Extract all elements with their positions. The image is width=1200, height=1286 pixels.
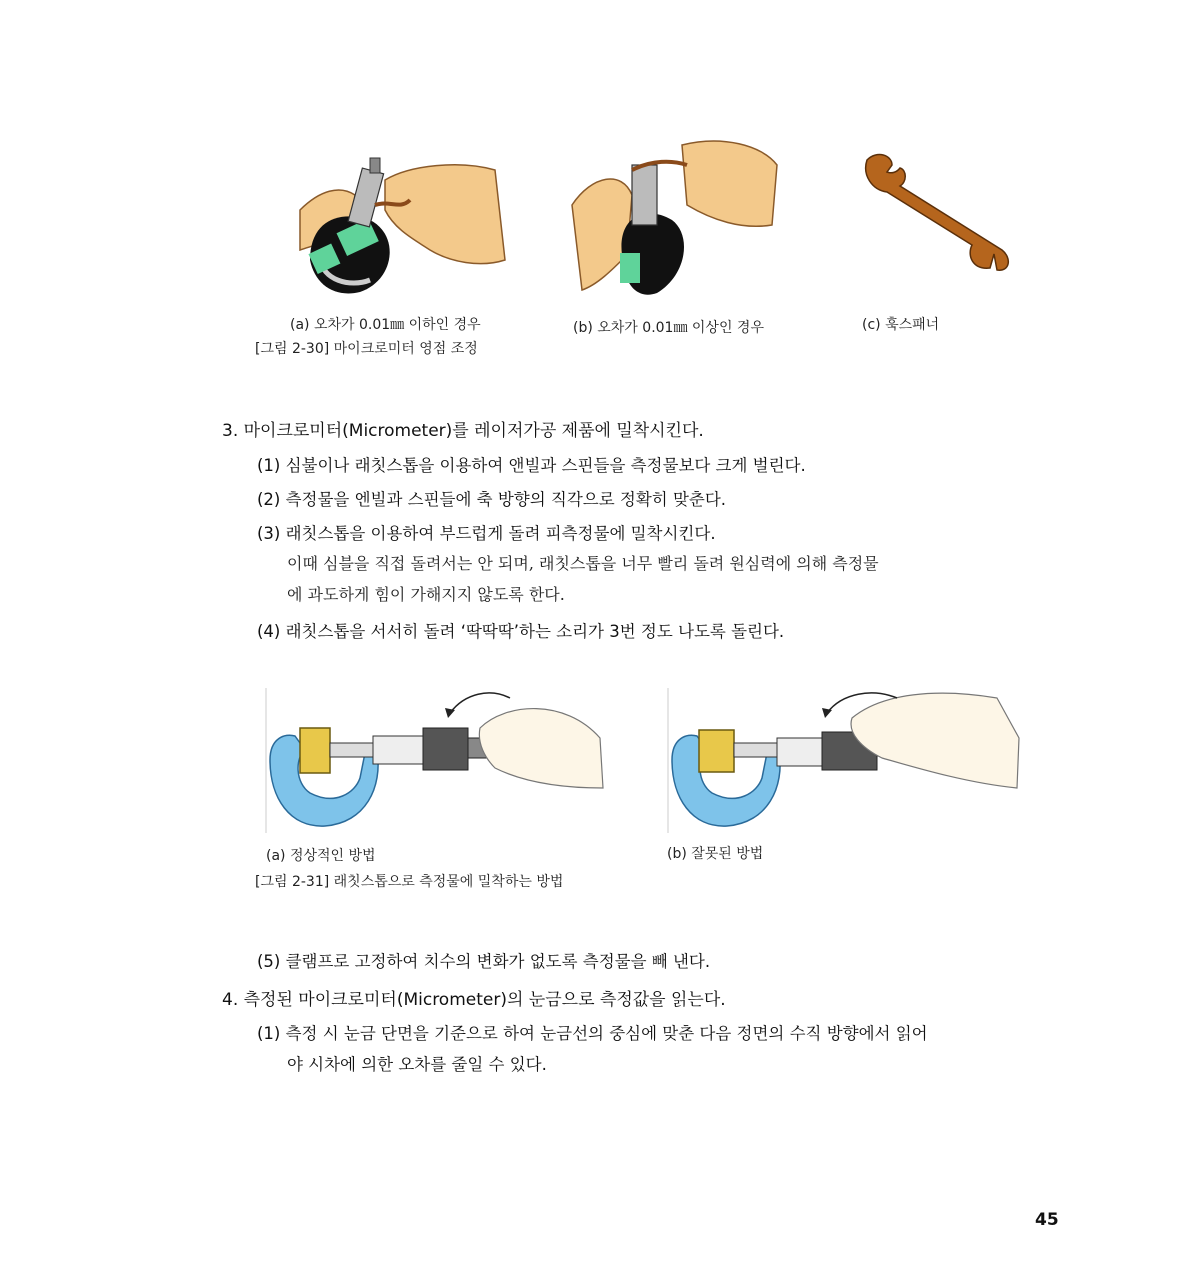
step-3-heading: 3. 마이크로미터(Micrometer)를 레이저가공 제품에 밀착시킨다.	[222, 421, 704, 441]
figure-2-31-title: [그림 2-31] 래칫스톱으로 측정물에 밀착하는 방법	[255, 874, 564, 890]
step-3-note-line-2: 에 과도하게 힘이 가해지지 않도록 한다.	[287, 585, 565, 604]
figure-2-31b-illustration	[667, 688, 1022, 833]
step-3-item-5: (5) 클램프로 고정하여 치수의 변화가 없도록 측정물을 빼 낸다.	[257, 952, 711, 971]
step-3-item-1: (1) 심불이나 래칫스톱을 이용하여 앤빌과 스핀들을 측정물보다 크게 벌린다.	[257, 456, 806, 475]
step-3-item-3: (3) 래칫스톱을 이용하여 부드럽게 돌려 피측정물에 밀착시킨다.	[257, 524, 716, 543]
figure-2-30a-caption: (a) 오차가 0.01㎜ 이하인 경우	[290, 317, 481, 333]
figure-2-30a-illustration	[300, 150, 510, 300]
step-4-heading: 4. 측정된 마이크로미터(Micrometer)의 눈금으로 측정값을 읽는다.	[222, 990, 726, 1010]
step-3-note-line-1: 이때 심블을 직접 돌려서는 안 되며, 래칫스톱을 너무 빨리 돌려 원심력에 의해 측정물	[287, 554, 879, 573]
figure-2-30b-caption: (b) 오차가 0.01㎜ 이상인 경우	[573, 320, 764, 336]
figure-2-31a-illustration	[265, 688, 605, 833]
page-number: 45	[1035, 1210, 1059, 1230]
hook-spanner-illustration	[862, 150, 1012, 275]
figure-2-30b-illustration	[572, 135, 782, 305]
step-3-item-2: (2) 측정물을 엔빌과 스핀들에 축 방향의 직각으로 정확히 맞춘다.	[257, 490, 727, 509]
step-4-item-1-line-2: 야 시차에 의한 오차를 줄일 수 있다.	[287, 1055, 547, 1074]
figure-2-30-title: [그림 2-30] 마이크로미터 영점 조정	[255, 341, 478, 357]
step-3-item-4: (4) 래칫스톱을 서서히 돌려 ‘딱딱딱’하는 소리가 3번 정도 나도록 돌린다.	[257, 622, 785, 641]
figure-2-31b-caption: (b) 잘못된 방법	[667, 846, 764, 862]
figure-2-31a-caption: (a) 정상적인 방법	[266, 848, 376, 864]
figure-2-30c-caption: (c) 훅스패너	[862, 317, 940, 333]
step-4-item-1-line-1: (1) 측정 시 눈금 단면을 기준으로 하여 눈금선의 중심에 맞춘 다음 정면의 수직 방향에서 읽어	[257, 1024, 928, 1043]
